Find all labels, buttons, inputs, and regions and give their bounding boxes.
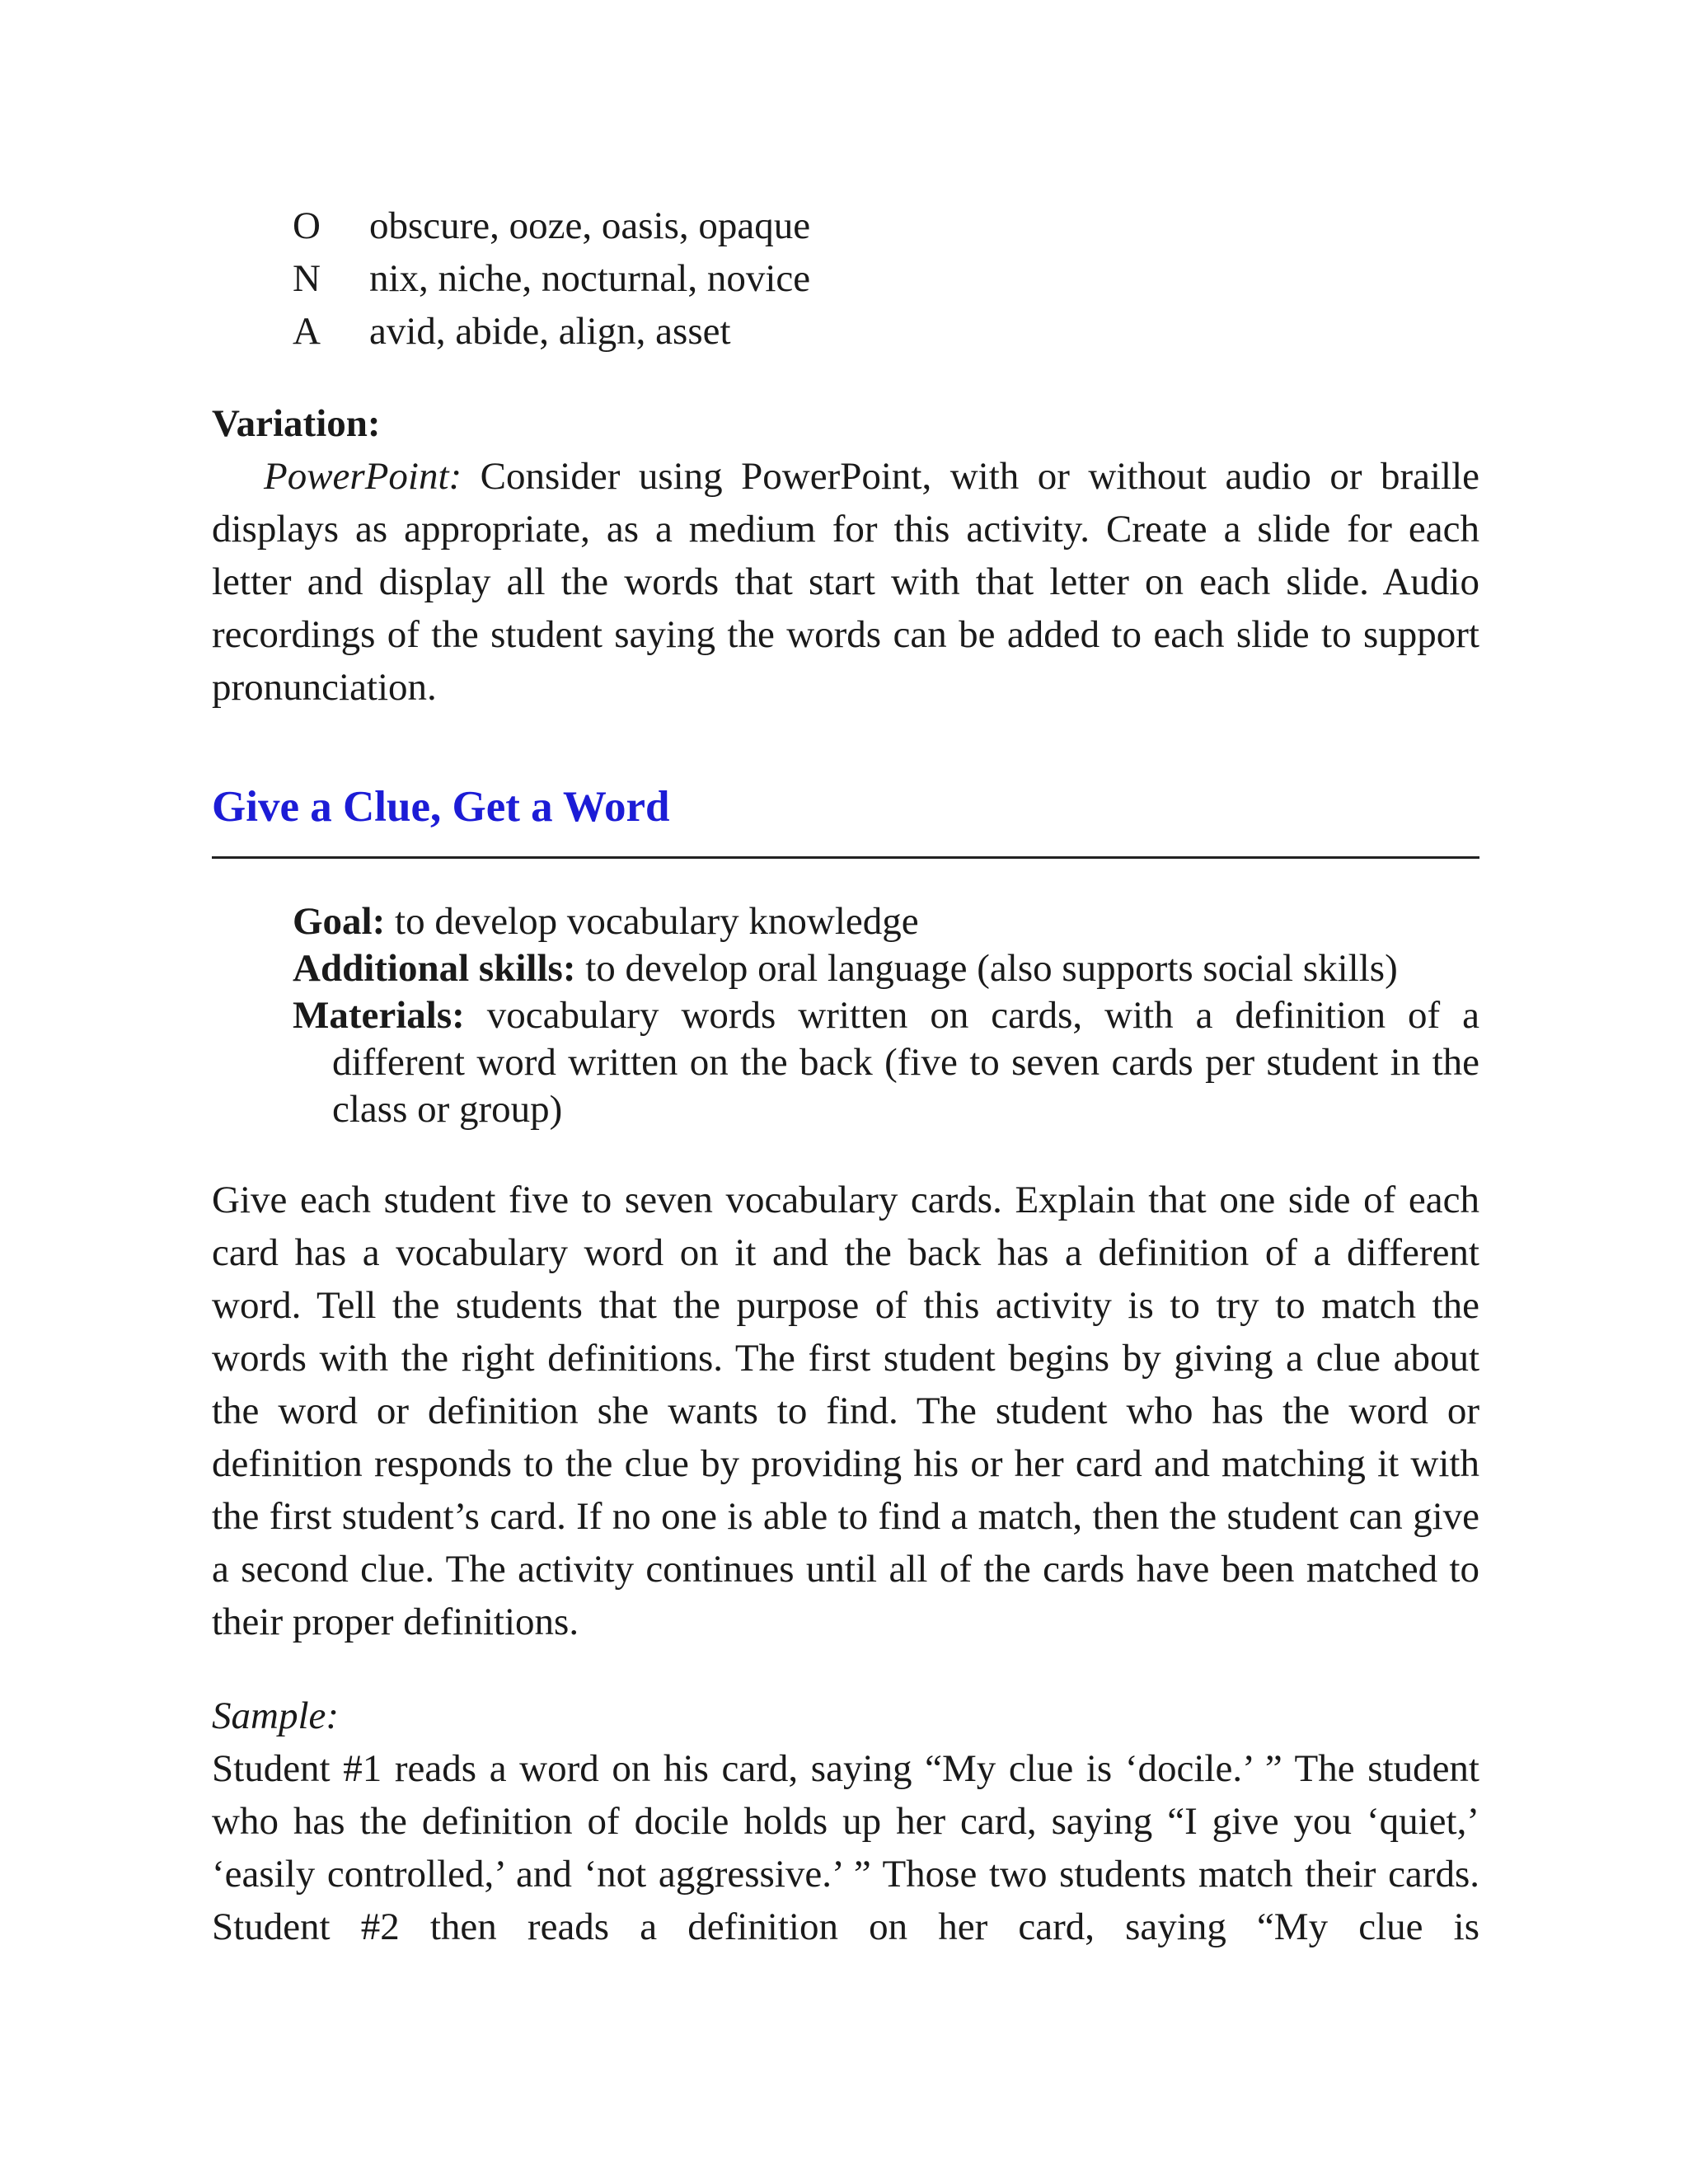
skills-line [293, 945, 1479, 992]
goal-text: to develop vocabulary knowledge [385, 900, 919, 943]
letter: O [293, 204, 321, 247]
materials-label: Materials: [293, 994, 465, 1037]
word-list: obscure, ooze, oasis, opaque [369, 204, 811, 247]
letter-row-n [293, 252, 810, 305]
sample-label: Sample: [212, 1694, 340, 1737]
variation-label: PowerPoint: [264, 455, 462, 498]
letter: A [293, 310, 321, 353]
skills-text: to develop oral language (also supports social skills) [575, 947, 1398, 990]
goal-line [293, 898, 1479, 945]
sample-paragraph: Student #1 reads a word on his card, saying “My clue is ‘docile.’ ” The student who has the definition of docile holds up her card, saying “I give you ‘quiet,’ ‘easily controlled,’ and ‘not aggressive.’ ” Those two students match their cards. Student #2 then reads a definition on her card, saying “My clue is [212, 1747, 1479, 1948]
word-list: nix, niche, nocturnal, novice [369, 257, 811, 300]
materials-line [293, 992, 1479, 1133]
variation-text: Consider using PowerPoint, with or without audio or braille displays as appropriate, as a medium for this activity. Create a slide for each letter and display all the words that start with that letter on each slide. Audio recordings of the student saying the words can be added to each slide to support pronunciation. [212, 455, 1479, 709]
section-divider [212, 856, 1479, 859]
document-page [212, 0, 1479, 2184]
letter-row-o [293, 199, 810, 252]
materials-text: vocabulary words written on cards, with a definition of a different word written on the back (five to seven cards per student in the class or group) [332, 994, 1479, 1131]
section-title: Give a Clue, Get a Word [212, 783, 670, 831]
variation-paragraph [212, 450, 1479, 714]
letter: N [293, 257, 321, 300]
letter-word-list [293, 199, 810, 358]
word-list: avid, abide, align, asset [369, 310, 731, 353]
skills-label: Additional skills: [293, 947, 576, 990]
instructions-paragraph: Give each student five to seven vocabulary cards. Explain that one side of each card has a vocabulary word on it and the back has a definition of a different word. Tell the students that the purpose of this activity is to try to match the words with the right definitions. The first student begins by giving a clue about the word or definition she wants to find. The student who has the word or definition responds to the clue by providing his or her card and matching it with the first student’s card. If no one is able to find a match, then the student can give a second clue. The activity continues until all of the cards have been matched to their proper definitions. [212, 1179, 1479, 1643]
letter-row-a [293, 305, 810, 358]
activity-meta [293, 898, 1479, 1133]
variation-heading: Variation: [212, 402, 381, 445]
goal-label: Goal: [293, 900, 386, 943]
